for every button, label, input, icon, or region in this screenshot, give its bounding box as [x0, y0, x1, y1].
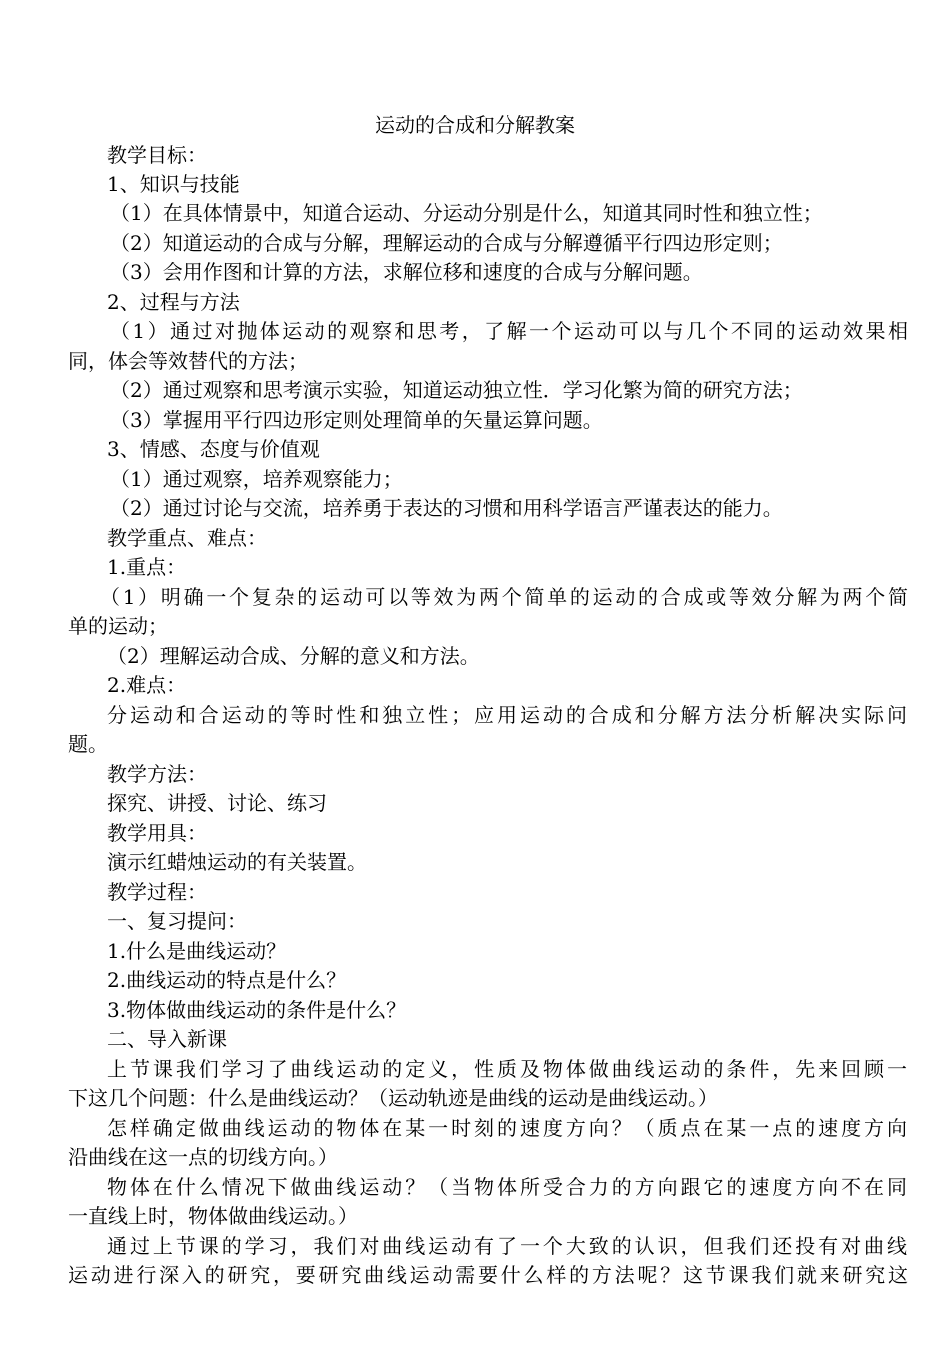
text-line: 教学方法：: [107, 762, 207, 786]
text-line: 分运动和合运动的等时性和独立性；应用运动的合成和分解方法分析解决实际问: [107, 703, 907, 727]
text-line: 教学目标：: [107, 143, 207, 167]
text-line: 一直线上时，物体做曲线运动。）: [68, 1204, 358, 1228]
text-line: 3、情感、态度与价值观: [107, 437, 320, 461]
text-line: 3.物体做曲线运动的条件是什么？: [107, 998, 407, 1022]
text-line: （3）会用作图和计算的方法，求解位移和速度的合成与分解问题。: [110, 260, 703, 284]
text-line: 二、导入新课: [107, 1027, 227, 1051]
text-line: 2.难点：: [107, 673, 187, 697]
text-line: （3）掌握用平行四边形定则处理简单的矢量运算问题。: [110, 408, 603, 432]
text-line: 一、复习提问：: [107, 909, 247, 933]
text-line: （1）通过对抛体运动的观察和思考，了解一个运动可以与几个不同的运动效果相: [110, 319, 908, 343]
document-title: 运动的合成和分解教案: [375, 113, 575, 137]
text-line: 教学用具：: [107, 821, 207, 845]
text-line: （1）在具体情景中，知道合运动、分运动分别是什么，知道其同时性和独立性；: [110, 201, 823, 225]
text-line: 1、知识与技能: [107, 172, 240, 196]
text-line: 同，体会等效替代的方法；: [68, 349, 308, 373]
text-line: （1）通过观察，培养观察能力；: [110, 467, 403, 491]
text-line: 1.重点：: [107, 555, 187, 579]
text-line: （2）理解运动合成、分解的意义和方法。: [107, 644, 480, 668]
text-line: 单的运动；: [68, 614, 168, 638]
text-line: 上节课我们学习了曲线运动的定义，性质及物体做曲线运动的条件，先来回顾一: [107, 1057, 907, 1081]
text-line: 题。: [68, 732, 108, 756]
text-line: 教学重点、难点：: [107, 526, 267, 550]
text-line: 2、过程与方法: [107, 290, 240, 314]
text-line: （2）通过讨论与交流，培养勇于表达的习惯和用科学语言严谨表达的能力。: [110, 496, 783, 520]
text-line: （2）通过观察和思考演示实验，知道运动独立性．学习化繁为简的研究方法；: [110, 378, 803, 402]
text-line: 沿曲线在这一点的切线方向。）: [68, 1145, 338, 1169]
text-line: 1.什么是曲线运动？: [107, 939, 287, 963]
text-line: 2.曲线运动的特点是什么？: [107, 968, 347, 992]
text-line: 教学过程：: [107, 880, 207, 904]
text-line: 怎样确定做曲线运动的物体在某一时刻的速度方向？（质点在某一点的速度方向: [107, 1116, 907, 1140]
text-line: （1）明确一个复杂的运动可以等效为两个简单的运动的合成或等效分解为两个简: [100, 585, 908, 609]
text-line: （2）知道运动的合成与分解，理解运动的合成与分解遵循平行四边形定则；: [110, 231, 783, 255]
text-line: 演示红蜡烛运动的有关装置。: [107, 850, 367, 874]
text-line: 探究、讲授、讨论、练习: [107, 791, 327, 815]
text-line: 通过上节课的学习，我们对曲线运动有了一个大致的认识，但我们还投有对曲线: [107, 1234, 907, 1258]
text-line: 物体在什么情况下做曲线运动？（当物体所受合力的方向跟它的速度方向不在同: [107, 1175, 907, 1199]
text-line: 下这几个问题：什么是曲线运动？（运动轨迹是曲线的运动是曲线运动。）: [68, 1086, 718, 1110]
text-line: 运动进行深入的研究，要研究曲线运动需要什么样的方法呢？这节课我们就来研究这: [68, 1263, 908, 1287]
